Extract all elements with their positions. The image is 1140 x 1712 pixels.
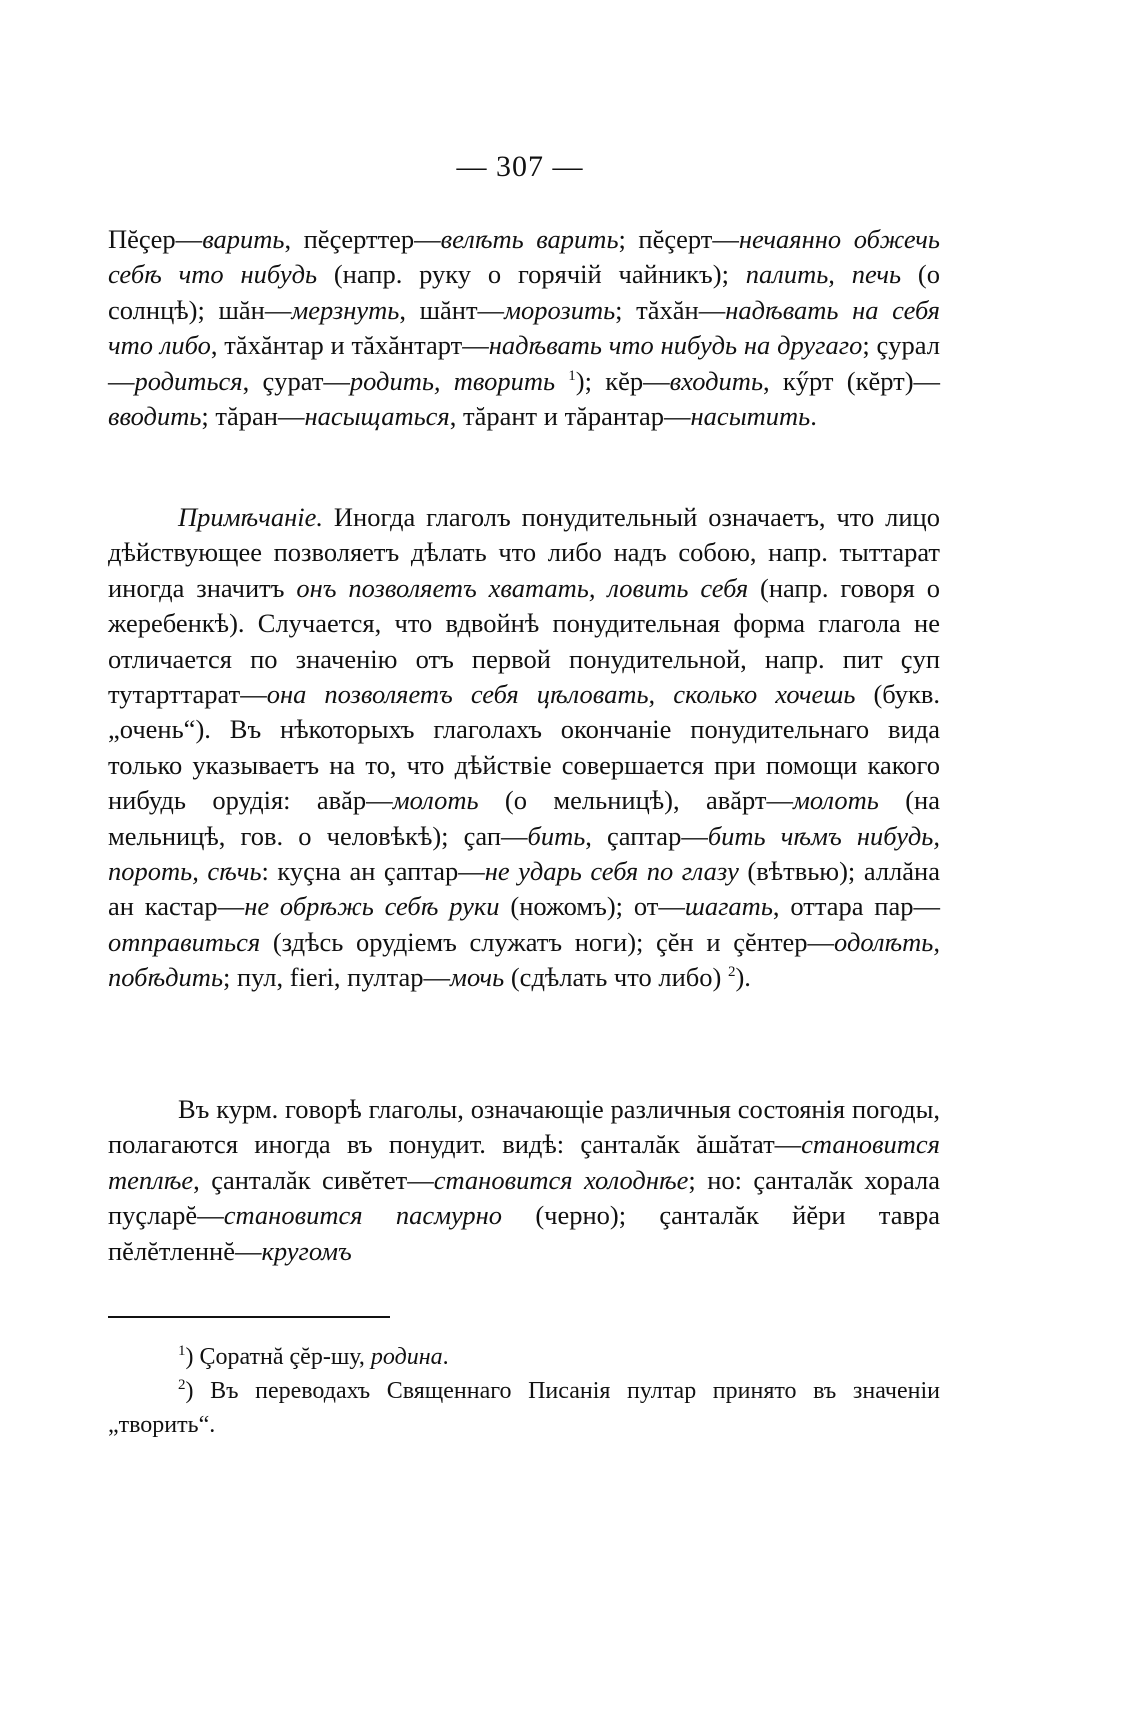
text-run: , тăрант и тăрантар— xyxy=(449,401,691,432)
text-run: , çурат— xyxy=(242,365,350,396)
italic-gloss: надѣвать на себя что либо xyxy=(108,294,940,361)
footnote-1 xyxy=(108,1340,940,1374)
text-run: ; но: çанталăк хорала пуçларĕ— xyxy=(108,1164,940,1231)
italic-gloss: шагать xyxy=(684,891,773,922)
note-heading: Примѣчаніе. xyxy=(178,502,324,532)
text-run: ; пĕçерт— xyxy=(618,224,739,254)
italic-gloss: палить, печь xyxy=(745,259,902,290)
text-run: , тăхăнтар и тăхăнтарт— xyxy=(210,330,489,361)
italic-gloss: родиться xyxy=(134,365,243,396)
text-run: ) Çоратнă çĕр-шу, xyxy=(185,1344,371,1370)
paragraph-1-text xyxy=(108,222,940,434)
text-run: ; тăран— xyxy=(201,401,305,432)
italic-gloss: молоть xyxy=(793,785,879,816)
text-run: (вѣтвью); аллăна ан кастар— xyxy=(108,856,940,922)
footnote-mark: 1 xyxy=(178,1343,186,1359)
italic-gloss: родить, творить xyxy=(349,365,556,396)
text-run: (ножомъ); от— xyxy=(499,891,685,922)
text-run: (черно); çанталăк йĕри тавра пĕлĕтленнĕ— xyxy=(108,1200,940,1266)
italic-gloss: нечаянно обжечь себѣ что нибудь xyxy=(108,224,940,290)
italic-gloss: молоть xyxy=(392,785,479,816)
text-run: . xyxy=(442,1344,449,1370)
italic-gloss: бить xyxy=(527,820,586,851)
footnotes xyxy=(108,1340,940,1442)
footnote-ref-2: 2 xyxy=(727,964,736,981)
footnote-separator xyxy=(108,1316,390,1318)
footnote-ref-1: 1 xyxy=(568,367,576,384)
text-run: Пĕçер— xyxy=(108,224,203,254)
italic-gloss: становится теплѣе xyxy=(108,1129,940,1195)
italic-gloss: не обрѣжь себѣ руки xyxy=(244,891,500,922)
italic-gloss: мерзнуть xyxy=(291,294,400,325)
text-run: ). xyxy=(735,962,751,993)
text-run: ) Въ переводахъ Священнаго Писанія пултар принято въ значеніи „творить“. xyxy=(108,1378,940,1438)
text-run: , пĕçерттер— xyxy=(284,224,441,254)
text-run: , оттара пар— xyxy=(772,891,941,922)
italic-gloss: становится холоднѣе xyxy=(433,1164,689,1195)
text-run: , шăнт— xyxy=(399,294,505,325)
italic-gloss: не ударь себя по глазу xyxy=(484,856,739,887)
text-run: ); кĕр— xyxy=(575,365,670,396)
footnote-2 xyxy=(108,1374,940,1442)
text-run: ; тăхăн— xyxy=(615,294,726,325)
text-run: : куçна ан çаптар— xyxy=(261,856,485,887)
text-run: (о солнцѣ); шăн— xyxy=(108,259,941,325)
paragraph-weather-verbs xyxy=(108,1092,940,1269)
italic-gloss: варить xyxy=(202,224,285,254)
text-run: , çаптар— xyxy=(585,820,708,851)
text-run: Иногда глаголъ понудительный означаетъ, что лицо дѣйствующее позволяетъ дѣлать что либо надъ собою, напр. тыттарат иногда значитъ xyxy=(108,502,940,603)
italic-gloss: насытить xyxy=(690,401,811,432)
text-run: Въ курм. говорѣ глаголы, означающіе различныя состоянія погоды, полагаются иногда въ понудит. видѣ: çанталăк ăшăтат— xyxy=(108,1094,940,1160)
italic-gloss: родина xyxy=(370,1344,443,1370)
text-run: (здѣсь орудіемъ служатъ ноги); çĕн и çĕнтер— xyxy=(260,926,835,957)
text-run: ; пул, fieri, пултар— xyxy=(223,962,451,993)
italic-gloss: отправиться xyxy=(108,926,261,957)
text-run: , çанталăк сивĕтет— xyxy=(193,1164,434,1195)
italic-gloss: кругомъ xyxy=(261,1235,352,1266)
footnote-mark: 2 xyxy=(178,1377,186,1393)
text-run: (на мельницѣ, гов. о человѣкѣ); çап— xyxy=(108,785,940,851)
page-number: — 307 — xyxy=(456,150,584,183)
text-run: (напр. говоря о жеребенкѣ). Случается, что вдвойнѣ понудительная форма глагола не отличается по значенію отъ первой понудительной, напр. пит ҫуп тутарттарат— xyxy=(108,572,940,710)
italic-gloss: мочь xyxy=(450,962,505,993)
text-run: (напр. руку о горячій чайникъ); xyxy=(317,259,746,290)
italic-gloss: бить чѣмъ нибудь, пороть, сѣчь xyxy=(108,820,940,887)
italic-gloss: становится пасмурно xyxy=(223,1200,503,1231)
text-run: , кӳрт (кĕрт)— xyxy=(763,365,941,396)
paragraph-note xyxy=(108,500,940,996)
text-run: (о мельницѣ), авăрт— xyxy=(478,785,793,816)
paragraph-3-text xyxy=(108,1092,940,1269)
italic-gloss: вводить xyxy=(108,401,202,432)
text-run: (букв. „очень“). Въ нѣкоторыхъ глаголахъ окончаніе понудительнаго вида только указываетъ на то, что дѣйствіе совершается при помощи какого нибудь орудія: авăр— xyxy=(108,679,940,816)
text-run: (сдѣлать что либо) xyxy=(504,962,728,993)
italic-gloss: одолѣть, побѣдить xyxy=(108,926,940,993)
italic-gloss: она позволяетъ себя цѣловать, сколько хочешь xyxy=(266,679,856,710)
italic-gloss: насыщаться xyxy=(304,401,450,432)
italic-gloss: онъ позволяетъ хватать, ловить себя xyxy=(296,572,749,603)
paragraph-verb-examples xyxy=(108,222,940,434)
italic-gloss: морозить xyxy=(504,294,616,325)
italic-gloss: надѣвать что нибудь на другаго xyxy=(488,330,863,361)
italic-gloss: велѣть варить xyxy=(440,224,619,254)
paragraph-2-text xyxy=(108,500,940,996)
italic-gloss: входить xyxy=(669,365,763,396)
text-run: . xyxy=(810,401,817,432)
text-run: ; çурал— xyxy=(108,330,941,396)
